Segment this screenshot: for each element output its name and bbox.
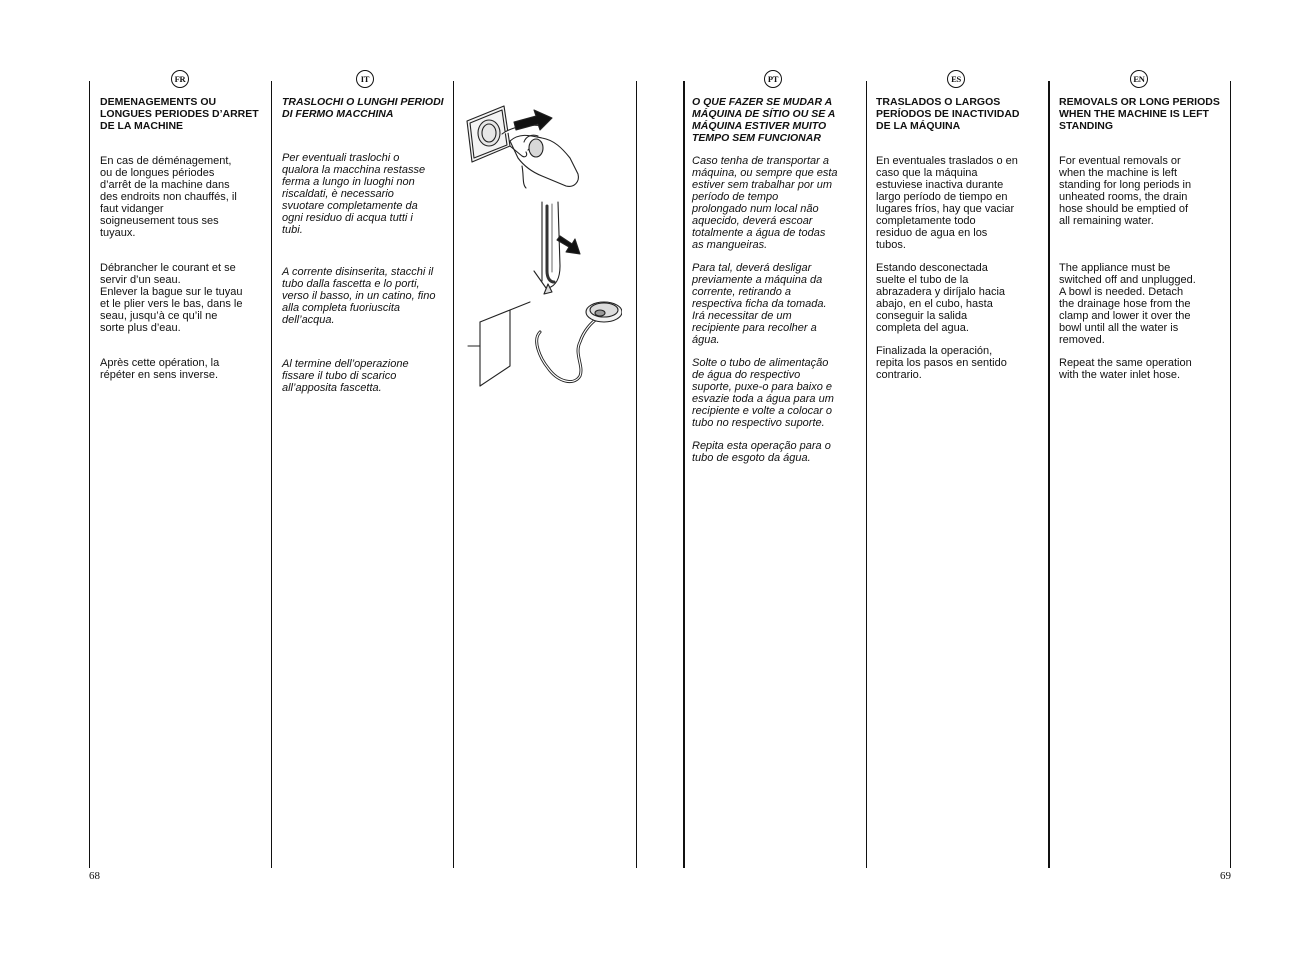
- section-title-fr: DEMENAGEMENTS OU LONGUES PERIODES D’ARRET DE LA MACHINE: [100, 96, 259, 132]
- paragraph: Solte o tubo de alimentação de água do respectivo suporte, puxe-o para baixo e esvazie toda a água para um recipiente e volte a colocar o tubo no respectivo suporte.: [692, 357, 834, 429]
- paragraph: Repita esta operação para o tubo de esgoto da água.: [692, 440, 831, 464]
- language-badge-pt: PT: [764, 70, 782, 88]
- paragraph: Para tal, deverá desligar previamente a máquina da corrente, retirando a respectiva ficha da tomada. Irá necessitar de um recipiente para recolher a água.: [692, 262, 827, 346]
- column-divider: [866, 81, 867, 868]
- column-divider: [683, 81, 685, 868]
- paragraph: Al termine dell’operazione fissare il tubo di scarico all’apposita fascetta.: [282, 358, 409, 394]
- bowl-icon: [537, 302, 622, 382]
- page-number-right: 69: [1220, 870, 1231, 882]
- language-badge-es: ES: [947, 70, 965, 88]
- paragraph: Estando desconectada suelte el tubo de la abrazadera y diríjalo hacia abajo, en el cubo, hasta conseguir la salida completa del agua.: [876, 262, 1006, 334]
- page-number-left: 68: [89, 870, 100, 882]
- column-divider: [453, 81, 454, 868]
- drain-hose-illustration: [462, 96, 622, 396]
- language-badge-it: IT: [356, 70, 374, 88]
- paragraph: Finalizada la operación, repita los pasos en sentido contrario.: [876, 345, 1007, 381]
- paragraph: En eventuales traslados o en caso que la máquina estuviese inactiva durante largo período de tiempo en lugares fríos, hay que vaciar completamente todo residuo de agua en los tubos.: [876, 155, 1018, 251]
- paragraph: A corrente disinserita, stacchi il tubo dalla fascetta e lo porti, verso il basso, in un catino, fino alla completa fuoriuscita dell’acqua.: [282, 266, 436, 326]
- paragraph: Repeat the same operation with the water inlet hose.: [1059, 357, 1192, 381]
- lower-arrow-icon: [557, 236, 580, 254]
- washing-machine-icon: [468, 302, 530, 386]
- paragraph: Après cette opération, la répéter en sens inverse.: [100, 357, 220, 381]
- language-badge-en: EN: [1130, 70, 1148, 88]
- section-title-pt: O QUE FAZER SE MUDAR A MÁQUINA DE SÍTIO OU SE A MÁQUINA ESTIVER MUITO TEMPO SEM FUNCIONAR: [692, 96, 836, 144]
- column-divider: [271, 81, 272, 868]
- drain-hose-icon: [534, 202, 560, 294]
- hand-unplugging-icon: [502, 125, 578, 188]
- section-title-it: TRASLOCHI O LUNGHI PERIODI DI FERMO MACCHINA: [282, 96, 444, 120]
- paragraph: For eventual removals or when the machine is left standing for long periods in unheated rooms, the drain hose should be emptied of all remaining water.: [1059, 155, 1192, 227]
- paragraph: Caso tenha de transportar a máquina, ou sempre que esta estiver sem trabalhar por um período de tempo prolongado num local não aquecido, deverá escoar totalmente a água de todas as mangueiras.: [692, 155, 838, 251]
- section-title-en: REMOVALS OR LONG PERIODS WHEN THE MACHINE IS LEFT STANDING: [1059, 96, 1220, 132]
- column-divider: [636, 81, 637, 868]
- paragraph: En cas de déménagement, ou de longues périodes d’arrêt de la machine dans des endroits non chauffés, il faut vidanger soigneusement tous ses tuyaux.: [100, 155, 237, 239]
- paragraph: Débrancher le courant et se servir d’un seau. Enlever la bague sur le tuyau et le plier vers le bas, dans le seau, jusqu’à ce qu’il ne sorte plus d’eau.: [100, 262, 243, 334]
- column-divider: [1048, 81, 1050, 868]
- paragraph: Per eventuali traslochi o qualora la macchina restasse ferma a lungo in luoghi non riscaldati, è necessario svuotare completamente da ogni residuo di acqua tutti i tubi.: [282, 152, 426, 236]
- section-title-es: TRASLADOS O LARGOS PERÍODOS DE INACTIVIDAD DE LA MÁQUINA: [876, 96, 1020, 132]
- wall-socket-icon: [467, 106, 510, 162]
- language-badge-fr: FR: [171, 70, 189, 88]
- column-divider: [89, 81, 90, 868]
- column-divider: [1230, 81, 1231, 868]
- paragraph: The appliance must be switched off and unplugged. A bowl is needed. Detach the drainage hose from the clamp and lower it over the bowl until all the water is removed.: [1059, 262, 1196, 346]
